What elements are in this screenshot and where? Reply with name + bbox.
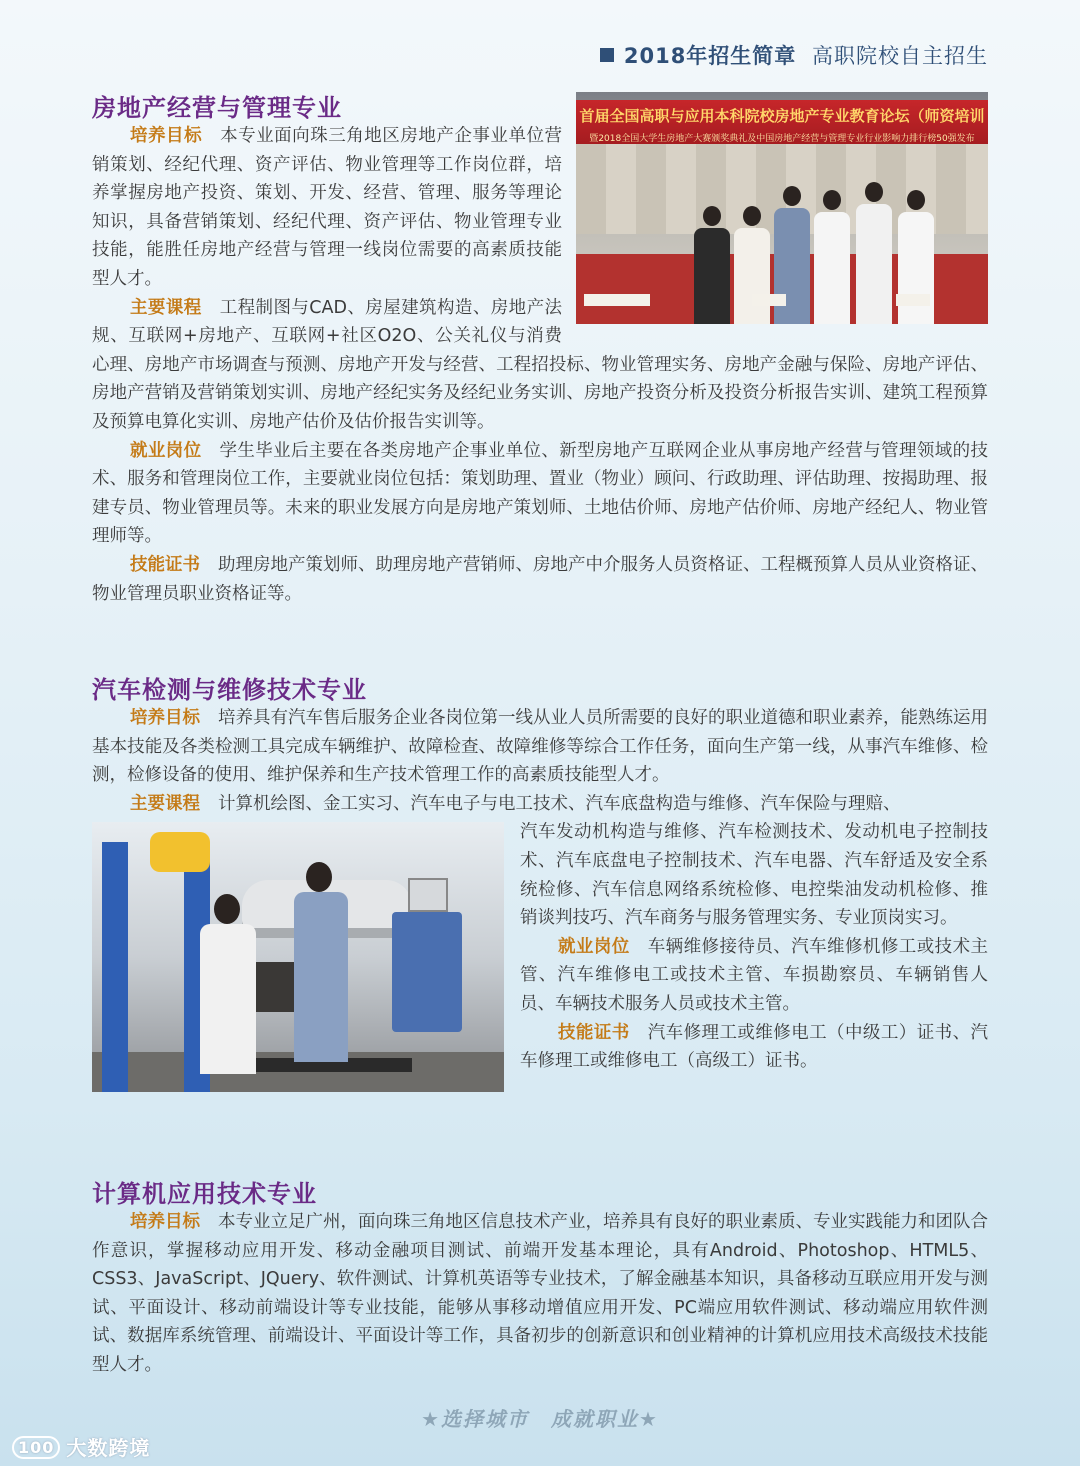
- page-header: [600, 40, 988, 70]
- cert-paragraph: [92, 551, 988, 608]
- objective-label: 培养目标: [130, 126, 203, 146]
- objective-text: 培养具有汽车售后服务企业各岗位第一线从业人员所需要的良好的职业道德和职业素养，能熟练运用基本技能及各类检测工具完成车辆维护、故障检查、故障维修等综合工作任务，面向生产第一线，从事汽车维修、检测，检修设备的使用、维护保养和生产技术管理工作的高素质技能型人才。: [92, 708, 988, 786]
- section-body-real-estate: [92, 107, 989, 608]
- photo-placard: [752, 294, 786, 306]
- photo-monitor: [408, 878, 448, 912]
- jobs-text: 学生毕业后主要在各类房地产企事业单位、新型房地产互联网企业从事房地产经营与管理领域的技术、服务和管理岗位工作，主要就业岗位包括：策划助理、置业（物业）顾问、行政助理、评估助理、按揭助理、报建专员、物业管理员等。未来的职业发展方向是房地产策划师、土地估价师、房地产估价师、房地产经纪人、物业管理师等。: [92, 440, 989, 547]
- objective-paragraph: [92, 704, 988, 790]
- footer-slogan-left: ★选择城市: [421, 1407, 529, 1431]
- courses-text-continued: 汽车发动机构造与维修、汽车检测技术、发动机电子控制技术、汽车底盘电子控制技术、汽车电器、汽车舒适及安全系统检修、汽车信息网络系统检修、电控柴油发动机检修、推销谈判技巧、汽车商务与服务管理实务、专业顶岗实习。: [520, 822, 988, 929]
- footer-slogan: [0, 1403, 1080, 1432]
- cert-text: 助理房地产策划师、助理房地产营销师、房地产中介服务人员资格证、工程概预算人员从业资格证、物业管理员职业资格证等。: [92, 554, 988, 604]
- photo-poster: [150, 832, 210, 872]
- header-square-icon: [600, 48, 614, 62]
- photo-placard: [896, 294, 930, 306]
- courses-label: 主要课程: [130, 793, 200, 814]
- courses-text: 工程制图与CAD、房屋建筑构造、房地产法规、互联网+房地产、互联网+社区O2O、公关礼仪与消费心理、房地产市场调查与预测、房地产开发与经营、工程招投标、物业管理实务、房地产金融与保险、房地产评估、房地产营销及营销策划实训、房地产经纪实务及经纪业务实训、房地产投资分析及投资分析报告实训、建筑工程预算及预算电算化实训、房地产估价及估价报告实训等。: [92, 297, 988, 432]
- section-body-automotive: [92, 704, 988, 1092]
- section-body-computer: [92, 1208, 988, 1380]
- courses-label: 主要课程: [130, 297, 202, 318]
- courses-paragraph: [92, 790, 988, 819]
- jobs-paragraph: [92, 437, 988, 551]
- photo-banner: [576, 100, 988, 144]
- section-title-computer: 计算机应用技术专业: [92, 1180, 317, 1208]
- watermark-logo-icon: 100: [12, 1436, 60, 1459]
- header-subtitle: 高职院校自主招生: [812, 44, 988, 68]
- photo-placard: [616, 294, 650, 306]
- photo-person: [694, 206, 730, 324]
- footer-slogan-right: 成就职业★: [551, 1407, 659, 1431]
- header-year-title: 2018年招生简章: [623, 44, 797, 68]
- photo-placard: [584, 294, 618, 306]
- photo-worker: [214, 894, 256, 1074]
- photo-lift-post: [102, 842, 128, 1092]
- courses-text-intro: 计算机绘图、金工实习、汽车电子与电工技术、汽车底盘构造与维修、汽车保险与理赔、: [218, 793, 901, 814]
- section-title-automotive: 汽车检测与维修技术专业: [92, 676, 367, 704]
- cert-label: 技能证书: [558, 1022, 630, 1043]
- photo-worker: [306, 862, 348, 1062]
- jobs-label: 就业岗位: [558, 936, 630, 957]
- cert-text: 汽车修理工或维修电工（中级工）证书、汽车修理工或维修电工（高级工）证书。: [520, 1022, 989, 1072]
- photo-person: [856, 182, 892, 324]
- objective-paragraph: [92, 1208, 988, 1380]
- watermark: [12, 1432, 150, 1461]
- watermark-text: 大数跨境: [66, 1436, 151, 1460]
- workshop-photo: [92, 822, 504, 1092]
- photo-banner-line1: 首届全国高职与应用本科院校房地产专业教育论坛（师资培训: [579, 107, 985, 125]
- forum-photo: [576, 92, 988, 324]
- photo-person: [814, 190, 850, 324]
- section-title-real-estate: 房地产经营与管理专业: [92, 94, 342, 122]
- objective-text: 本专业面向珠三角地区房地产企事业单位营销策划、经纪代理、资产评估、物业管理等工作岗位群，培养掌握房地产投资、策划、开发、经营、管理、服务等理论知识，具备营销策划、经纪代理、资产评估、物业管理专业技能，能胜任房地产经营与管理一线岗位需要的高素质技能型人才。: [92, 126, 563, 289]
- jobs-label: 就业岗位: [130, 440, 202, 461]
- photo-banner-line2: 暨2018全国大学生房地产大赛颁奖典礼及中国房地产经营与管理专业行业影响力排行榜50强发布: [589, 134, 975, 144]
- jobs-text: 车辆维修接待员、汽车维修机修工或技术主管、汽车维修电工或技术主管、车损勘察员、车辆销售人员、车辆技术服务人员或技术主管。: [520, 936, 989, 1014]
- objective-text: 本专业立足广州，面向珠三角地区信息技术产业，培养具有良好的职业素质、专业实践能力和团队合作意识，掌握移动应用开发、移动金融项目测试、前端开发基本理论，具有Android、Photoshop、HTML5、CSS3、JavaScript、JQuery、软件测试、计算机英语等专业技术，了解金融基本知识，具备移动互联应用开发与测试、平面设计、移动前端设计等专业技能，能够从事移动增值应用开发、PC端应用软件测试、移动端应用软件测试、数据库系统管理、前端设计、平面设计等工作，具备初步的创新意识和创业精神的计算机应用技术高级技术技能型人才。: [92, 1212, 988, 1375]
- photo-tool-cart: [392, 912, 462, 1032]
- objective-label: 培养目标: [130, 1212, 200, 1232]
- objective-label: 培养目标: [130, 708, 200, 728]
- photo-person: [734, 206, 770, 324]
- cert-label: 技能证书: [130, 554, 200, 575]
